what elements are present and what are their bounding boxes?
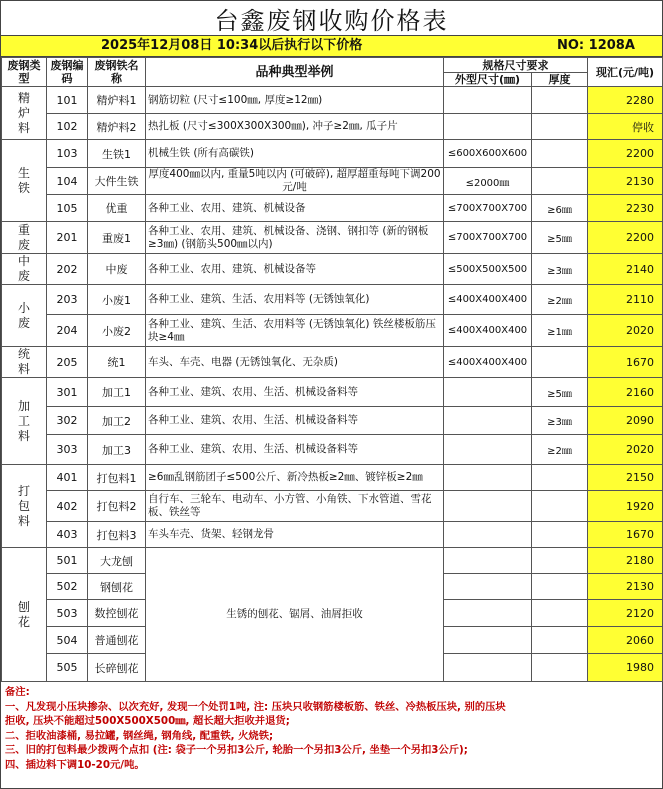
thickness-cell: ≥3㎜ xyxy=(532,254,588,285)
code-cell: 501 xyxy=(47,548,88,574)
example-cell: 各种工业、农用、建筑、机械设备等 xyxy=(146,254,444,285)
category-label: 精炉料 xyxy=(17,90,30,135)
example-cell: 生锈的刨花、锯屑、油屑拒收 xyxy=(146,548,444,682)
price-cell: 2060 xyxy=(588,627,663,654)
price-cell: 2200 xyxy=(588,140,663,168)
code-cell: 502 xyxy=(47,574,88,600)
price-cell: 1670 xyxy=(588,522,663,548)
thickness-cell xyxy=(532,140,588,168)
price-cell: 2140 xyxy=(588,254,663,285)
code-cell: 202 xyxy=(47,254,88,285)
table-row xyxy=(2,548,663,574)
code-cell: 204 xyxy=(47,315,88,347)
thickness-cell: ≥2㎜ xyxy=(532,435,588,465)
category-label: 加工料 xyxy=(17,398,30,443)
example-cell: 各种工业、建筑、生活、农用料等 (无锈蚀氧化) 铁丝楼板筋压块≥4㎜ xyxy=(146,315,444,347)
header-thickness: 厚度 xyxy=(532,73,588,87)
code-cell: 403 xyxy=(47,522,88,548)
name-cell: 打包料2 xyxy=(88,491,146,522)
outer-size-cell: ≤400X400X400 xyxy=(444,285,532,315)
category-label: 统料 xyxy=(17,347,30,376)
price-cell: 2110 xyxy=(588,285,663,315)
page-title: 台鑫废钢收购价格表 xyxy=(1,1,662,36)
example-cell: 各种工业、建筑、生活、农用料等 (无锈蚀氧化) xyxy=(146,285,444,315)
name-cell: 打包料3 xyxy=(88,522,146,548)
category-cell xyxy=(2,254,47,285)
table-row xyxy=(2,315,663,347)
outer-size-cell xyxy=(444,407,532,435)
notes-title: 备注: xyxy=(5,686,30,698)
code-cell: 203 xyxy=(47,285,88,315)
code-cell: 301 xyxy=(47,378,88,407)
outer-size-cell: ≤500X500X500 xyxy=(444,254,532,285)
category-cell xyxy=(2,285,47,347)
table-row xyxy=(2,114,663,140)
outer-size-cell xyxy=(444,491,532,522)
category-label: 中废 xyxy=(17,254,30,283)
name-cell: 大龙刨 xyxy=(88,548,146,574)
code-cell: 401 xyxy=(47,465,88,491)
category-label: 刨花 xyxy=(17,599,30,629)
name-cell: 生铁1 xyxy=(88,140,146,168)
table-row xyxy=(2,522,663,548)
price-cell: 2230 xyxy=(588,195,663,222)
category-label: 生铁 xyxy=(17,165,30,195)
category-label: 小废 xyxy=(17,300,30,330)
outer-size-cell xyxy=(444,87,532,114)
category-cell xyxy=(2,548,47,682)
example-cell: 机械生铁 (所有高碳铁) xyxy=(146,140,444,168)
table-row xyxy=(2,435,663,465)
table-row xyxy=(2,87,663,114)
name-cell: 加工1 xyxy=(88,378,146,407)
name-cell: 钢刨花 xyxy=(88,574,146,600)
note-line: 一、凡发现小压块掺杂、以次充好, 发现一个处罚1吨, 注: 压块只收钢筋楼板筋、铁丝、冷热板压块, 别的压块 xyxy=(5,700,506,713)
name-cell: 加工2 xyxy=(88,407,146,435)
example-cell: 自行车、三轮车、电动车、小方管、小角铁、下水管道、雪花板、铁丝等 xyxy=(146,491,444,522)
thickness-cell: ≥5㎜ xyxy=(532,378,588,407)
code-cell: 303 xyxy=(47,435,88,465)
outer-size-cell xyxy=(444,600,532,627)
example-cell: 各种工业、建筑、农用、生活、机械设备料等 xyxy=(146,378,444,407)
name-cell: 精炉料1 xyxy=(88,87,146,114)
outer-size-cell xyxy=(444,114,532,140)
header-code: 废钢编码 xyxy=(47,58,88,87)
price-cell: 2280 xyxy=(588,87,663,114)
price-cell: 2130 xyxy=(588,168,663,195)
thickness-cell xyxy=(532,114,588,140)
category-cell xyxy=(2,140,47,222)
thickness-cell: ≥3㎜ xyxy=(532,407,588,435)
thickness-cell: ≥2㎜ xyxy=(532,285,588,315)
code-cell: 103 xyxy=(47,140,88,168)
price-cell: 1920 xyxy=(588,491,663,522)
category-cell xyxy=(2,347,47,378)
example-cell: 各种工业、农用、建筑、机械设备、浇钢、钢扣等 (新的钢板≥3㎜) (钢筋头500㎜以内) xyxy=(146,222,444,254)
example-cell: 热扎板 (尺寸≤300X300X300㎜), 冲子≥2㎜, 瓜子片 xyxy=(146,114,444,140)
table-row xyxy=(2,465,663,491)
outer-size-cell xyxy=(444,654,532,682)
date-bar xyxy=(1,36,662,57)
price-cell: 2020 xyxy=(588,315,663,347)
note-line: 二、拒收油漆桶, 易拉罐, 钢丝绳, 钢角线, 配重铁, 火烧铁; xyxy=(5,729,274,742)
code-cell: 503 xyxy=(47,600,88,627)
name-cell: 中废 xyxy=(88,254,146,285)
example-cell: 各种工业、农用、建筑、机械设备 xyxy=(146,195,444,222)
outer-size-cell xyxy=(444,574,532,600)
price-cell: 2090 xyxy=(588,407,663,435)
code-cell: 302 xyxy=(47,407,88,435)
outer-size-cell: ≤700X700X700 xyxy=(444,222,532,254)
thickness-cell: ≥5㎜ xyxy=(532,222,588,254)
name-cell: 加工3 xyxy=(88,435,146,465)
price-cell: 停收 xyxy=(588,114,663,140)
name-cell: 普通刨花 xyxy=(88,627,146,654)
outer-size-cell: ≤700X700X700 xyxy=(444,195,532,222)
code-cell: 201 xyxy=(47,222,88,254)
thickness-cell xyxy=(532,600,588,627)
outer-size-cell xyxy=(444,548,532,574)
table-row xyxy=(2,347,663,378)
notes xyxy=(1,682,662,773)
name-cell: 长碎刨花 xyxy=(88,654,146,682)
table-row xyxy=(2,254,663,285)
outer-size-cell xyxy=(444,378,532,407)
code-cell: 104 xyxy=(47,168,88,195)
price-cell: 2200 xyxy=(588,222,663,254)
table-row xyxy=(2,285,663,315)
category-cell xyxy=(2,222,47,254)
outer-size-cell: ≤600X600X600 xyxy=(444,140,532,168)
name-cell: 打包料1 xyxy=(88,465,146,491)
outer-size-cell xyxy=(444,465,532,491)
outer-size-cell xyxy=(444,522,532,548)
table-row xyxy=(2,491,663,522)
thickness-cell: ≥1㎜ xyxy=(532,315,588,347)
price-cell: 1670 xyxy=(588,347,663,378)
table-row xyxy=(2,222,663,254)
name-cell: 精炉料2 xyxy=(88,114,146,140)
code-cell: 105 xyxy=(47,195,88,222)
thickness-cell xyxy=(532,522,588,548)
code-cell: 402 xyxy=(47,491,88,522)
example-cell: 各种工业、建筑、农用、生活、机械设备料等 xyxy=(146,435,444,465)
category-label: 重废 xyxy=(17,222,30,252)
note-line: 拒收, 压块不能超过500X500X500㎜, 超长超大拒收并退货; xyxy=(5,715,290,728)
outer-size-cell: ≤400X400X400 xyxy=(444,315,532,347)
table-row xyxy=(2,407,663,435)
code-cell: 102 xyxy=(47,114,88,140)
name-cell: 重废1 xyxy=(88,222,146,254)
thickness-cell xyxy=(532,627,588,654)
price-cell: 2150 xyxy=(588,465,663,491)
note-line: 四、插边料下调10-20元/吨。 xyxy=(5,758,145,771)
table-row xyxy=(2,168,663,195)
name-cell: 小废1 xyxy=(88,285,146,315)
effective-date: 2025年12月08日 10:34以后执行以下价格 xyxy=(101,38,363,53)
example-cell: 车头、车壳、电器 (无锈蚀氧化、无杂质) xyxy=(146,347,444,378)
price-cell: 2120 xyxy=(588,600,663,627)
price-cell: 1980 xyxy=(588,654,663,682)
code-cell: 504 xyxy=(47,627,88,654)
table-row xyxy=(2,195,663,222)
thickness-cell: ≥6㎜ xyxy=(532,195,588,222)
outer-size-cell xyxy=(444,627,532,654)
thickness-cell xyxy=(532,491,588,522)
name-cell: 数控刨花 xyxy=(88,600,146,627)
thickness-cell xyxy=(532,654,588,682)
example-cell: ≥6㎜乱钢筋团子≤500公斤、新冷热板≥2㎜、镀锌板≥2㎜ xyxy=(146,465,444,491)
category-cell xyxy=(2,87,47,140)
price-cell: 2020 xyxy=(588,435,663,465)
category-label: 打包料 xyxy=(17,483,30,528)
header-name: 废钢铁名称 xyxy=(88,58,146,87)
name-cell: 小废2 xyxy=(88,315,146,347)
name-cell: 统1 xyxy=(88,347,146,378)
example-cell: 各种工业、建筑、农用、生活、机械设备料等 xyxy=(146,407,444,435)
thickness-cell xyxy=(532,347,588,378)
thickness-cell xyxy=(532,168,588,195)
table-row xyxy=(2,140,663,168)
header-spec: 规格尺寸要求 xyxy=(444,58,588,73)
thickness-cell xyxy=(532,548,588,574)
header-outer-size: 外型尺寸(㎜) xyxy=(444,73,532,87)
table-row xyxy=(2,378,663,407)
code-cell: 205 xyxy=(47,347,88,378)
price-table xyxy=(1,57,663,682)
example-cell: 厚度400㎜以内, 重量5吨以内 (可破碎), 超厚超重每吨下调200元/吨 xyxy=(146,168,444,195)
code-cell: 505 xyxy=(47,654,88,682)
thickness-cell xyxy=(532,465,588,491)
name-cell: 优重 xyxy=(88,195,146,222)
outer-size-cell: ≤400X400X400 xyxy=(444,347,532,378)
thickness-cell xyxy=(532,574,588,600)
price-cell: 2130 xyxy=(588,574,663,600)
thickness-cell xyxy=(532,87,588,114)
name-cell: 大件生铁 xyxy=(88,168,146,195)
header-category: 废钢类型 xyxy=(2,58,47,87)
code-cell: 101 xyxy=(47,87,88,114)
price-cell: 2180 xyxy=(588,548,663,574)
header-example: 品种典型举例 xyxy=(146,58,444,87)
category-cell xyxy=(2,465,47,548)
example-cell: 车头车壳、货架、轻钢龙骨 xyxy=(146,522,444,548)
category-cell xyxy=(2,378,47,465)
note-line: 三、旧的打包料最少拨两个点扣 (注: 袋子一个另扣3公斤, 轮胎一个另扣3公斤, 坐垫一个另扣3公斤); xyxy=(5,744,468,757)
price-cell: 2160 xyxy=(588,378,663,407)
price-table-body xyxy=(2,87,663,682)
outer-size-cell xyxy=(444,435,532,465)
sheet-number: NO: 1208A xyxy=(557,38,635,53)
example-cell: 钢筋切粒 (尺寸≤100㎜, 厚度≥12㎜) xyxy=(146,87,444,114)
header-price: 现汇(元/吨) xyxy=(588,58,663,87)
outer-size-cell: ≤2000㎜ xyxy=(444,168,532,195)
